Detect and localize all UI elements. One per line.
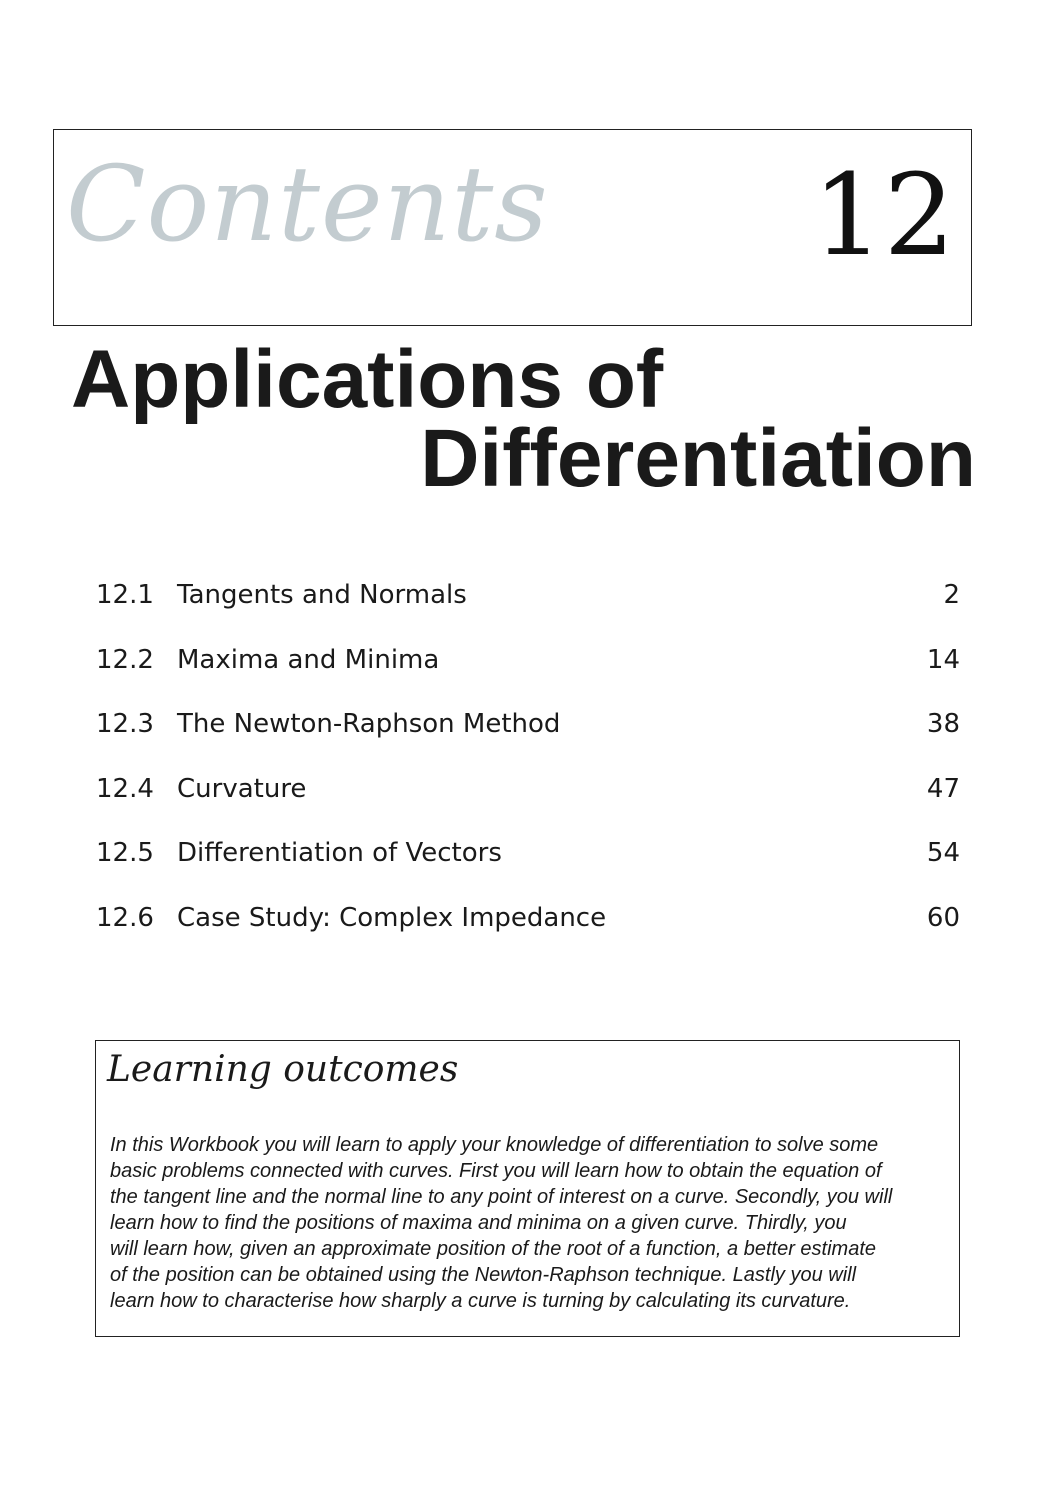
toc-section-title: Tangents and Normals bbox=[177, 580, 467, 610]
toc-page-number: 14 bbox=[926, 644, 960, 675]
learning-outcomes-line: In this Workbook you will learn to apply your knowledge of differentiation to solve some bbox=[110, 1134, 879, 1156]
toc-entry[interactable] bbox=[96, 838, 960, 903]
toc-entry[interactable] bbox=[96, 709, 960, 774]
workbook-title-line-1: Applications of bbox=[71, 334, 664, 425]
learning-outcomes-line: learn how to find the positions of maxima and minima on a given curve. Thirdly, you bbox=[110, 1212, 847, 1234]
toc-section-number: 12.3 bbox=[96, 709, 154, 740]
toc-section-title: Curvature bbox=[177, 773, 307, 804]
toc-section-title: Maxima and Minima bbox=[177, 644, 440, 675]
learning-outcomes-line: of the position can be obtained using the Newton-Raphson technique. Lastly you will bbox=[110, 1264, 857, 1286]
toc-entry[interactable] bbox=[96, 903, 960, 968]
contents-header-box bbox=[53, 129, 972, 326]
table-of-contents bbox=[96, 580, 960, 968]
learning-outcomes-box bbox=[95, 1040, 960, 1337]
toc-page-number: 47 bbox=[926, 773, 960, 804]
toc-section-title: Differentiation of Vectors bbox=[177, 838, 502, 869]
toc-page-number: 38 bbox=[926, 709, 960, 740]
toc-section-number: 12.1 bbox=[96, 580, 154, 610]
workbook-title-line-2: Differentiation bbox=[420, 413, 976, 504]
learning-outcomes-line: basic problems connected with curves. First you will learn how to obtain the equation of bbox=[110, 1160, 882, 1182]
learning-outcomes-line: learn how to characterise how sharply a curve is turning by calculating its curvature. bbox=[110, 1290, 851, 1312]
toc-entry[interactable] bbox=[96, 645, 960, 710]
toc-section-number: 12.6 bbox=[96, 902, 154, 933]
chapter-number: 12 bbox=[812, 151, 955, 281]
learning-outcomes-text bbox=[110, 1132, 955, 1314]
toc-page-number: 54 bbox=[926, 838, 960, 869]
toc-section-title: Case Study: Complex Impedance bbox=[177, 902, 607, 933]
learning-outcomes-line: the tangent line and the normal line to any point of interest on a curve. Secondly, you will bbox=[110, 1186, 893, 1208]
toc-section-number: 12.2 bbox=[96, 644, 154, 675]
toc-entry[interactable] bbox=[96, 774, 960, 839]
toc-section-number: 12.5 bbox=[96, 838, 154, 869]
toc-section-title: The Newton-Raphson Method bbox=[177, 709, 561, 740]
learning-outcomes-heading: Learning outcomes bbox=[107, 1049, 459, 1090]
toc-page-number: 2 bbox=[943, 580, 960, 610]
contents-label: Contents bbox=[66, 143, 549, 265]
toc-section-number: 12.4 bbox=[96, 773, 154, 804]
learning-outcomes-line: will learn how, given an approximate position of the root of a function, a better estimate bbox=[110, 1238, 876, 1260]
toc-entry[interactable] bbox=[96, 580, 960, 645]
toc-page-number: 60 bbox=[926, 902, 960, 933]
